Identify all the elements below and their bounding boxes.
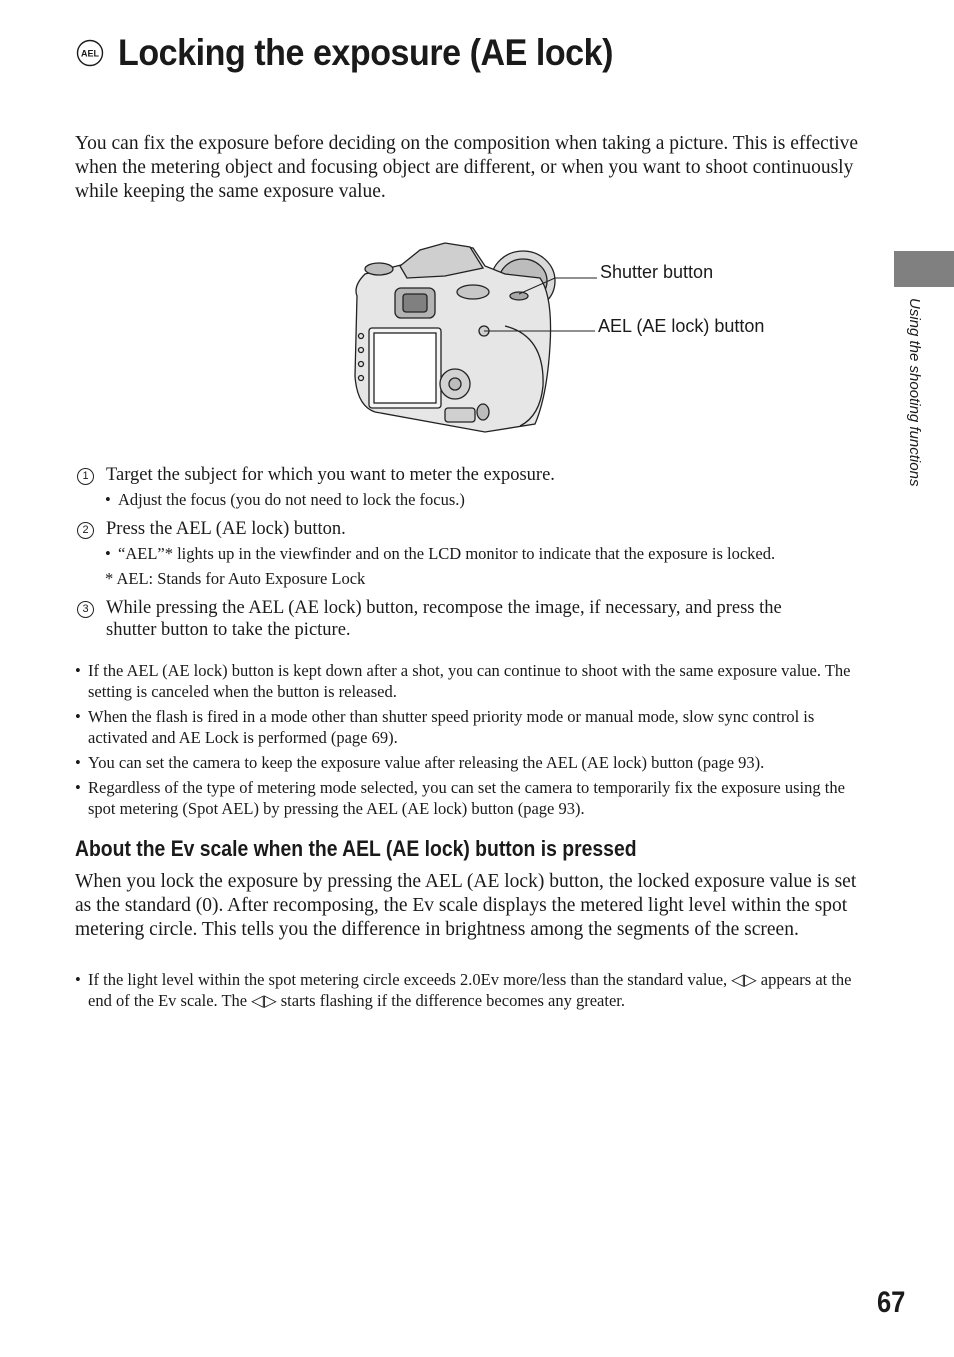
bullet-icon: • — [75, 707, 81, 726]
step-footnote: * AEL: Stands for Auto Exposure Lock — [105, 569, 366, 588]
bullet-icon: • — [105, 490, 111, 509]
note-item — [75, 660, 865, 702]
step-text: While pressing the AEL (AE lock) button, recompose the image, if necessary, and press the shutter button to take the picture. — [106, 598, 782, 640]
note-item — [75, 706, 865, 748]
step-text: Press the AEL (AE lock) button. — [106, 519, 346, 539]
note-item — [75, 969, 865, 1011]
chapter-label-text: Using the shooting functions — [906, 298, 923, 487]
note-text: Regardless of the type of metering mode selected, you can set the camera to temporarily fix the exposure using the spot metering (Spot AEL) by pressing the AEL (AE lock) button (page 93). — [88, 778, 845, 818]
step-bullet: Adjust the focus (you do not need to lock the focus.) — [118, 490, 465, 509]
step-number: 1 — [77, 468, 94, 485]
note-text: You can set the camera to keep the exposure value after releasing the AEL (AE lock) button (page 93). — [88, 753, 765, 772]
steps-list — [77, 464, 867, 641]
ael-button-callout: AEL (AE lock) button — [598, 316, 765, 336]
bullet-icon: • — [75, 778, 81, 797]
ael-icon-label: AEL — [81, 48, 99, 59]
note-item — [75, 777, 865, 819]
section-body: When you lock the exposure by pressing the AEL (AE lock) button, the locked exposure value is set as the standard (0). After recomposing, the Ev scale displays the metered light level within the spot metering circle. This tells you the difference in brightness among the segments of the screen. — [75, 871, 857, 940]
bullet-icon: • — [75, 661, 81, 680]
page-title: Locking the exposure (AE lock) — [118, 32, 614, 73]
note-text: When the flash is fired in a mode other than shutter speed priority mode or manual mode, slow sync control is activated and AE Lock is performed (page 69). — [88, 707, 815, 747]
step-bullet: “AEL”* lights up in the viewfinder and on the LCD monitor to indicate that the exposure is locked. — [118, 544, 776, 563]
step-text: Target the subject for which you want to meter the exposure. — [106, 465, 555, 485]
note-item — [75, 752, 865, 773]
step-number: 2 — [77, 522, 94, 539]
note-text: If the AEL (AE lock) button is kept down after a shot, you can continue to shoot with the same exposure value. The setting is canceled when the button is released. — [88, 661, 851, 701]
section-notes — [75, 969, 865, 1015]
chapter-tab — [894, 251, 954, 287]
step-2 — [77, 518, 867, 589]
bullet-icon: • — [75, 970, 81, 989]
chapter-label — [901, 298, 923, 538]
intro-paragraph: You can fix the exposure before deciding on the composition when taking a picture. This is effective when the metering object and focusing object are different, or when you want to shoot continuously while keeping the same exposure value. — [75, 133, 859, 202]
ael-icon — [76, 39, 104, 67]
step-1 — [77, 464, 867, 510]
notes-list — [75, 660, 865, 823]
bullet-icon: • — [75, 753, 81, 772]
step-3 — [77, 597, 867, 641]
shutter-button-callout: Shutter button — [600, 262, 714, 282]
note-text: If the light level within the spot metering circle exceeds 2.0Ev more/less than the standard value, ◁▷ appears at the end of the Ev scale. The ◁▷ starts flashing if the difference becomes any greater. — [88, 970, 852, 1010]
section-heading: About the Ev scale when the AEL (AE lock) button is pressed — [75, 836, 637, 861]
bullet-icon: • — [105, 544, 111, 563]
step-number: 3 — [77, 601, 94, 618]
title-row — [76, 32, 656, 74]
page-number: 67 — [877, 1286, 906, 1319]
camera-figure — [345, 236, 805, 436]
